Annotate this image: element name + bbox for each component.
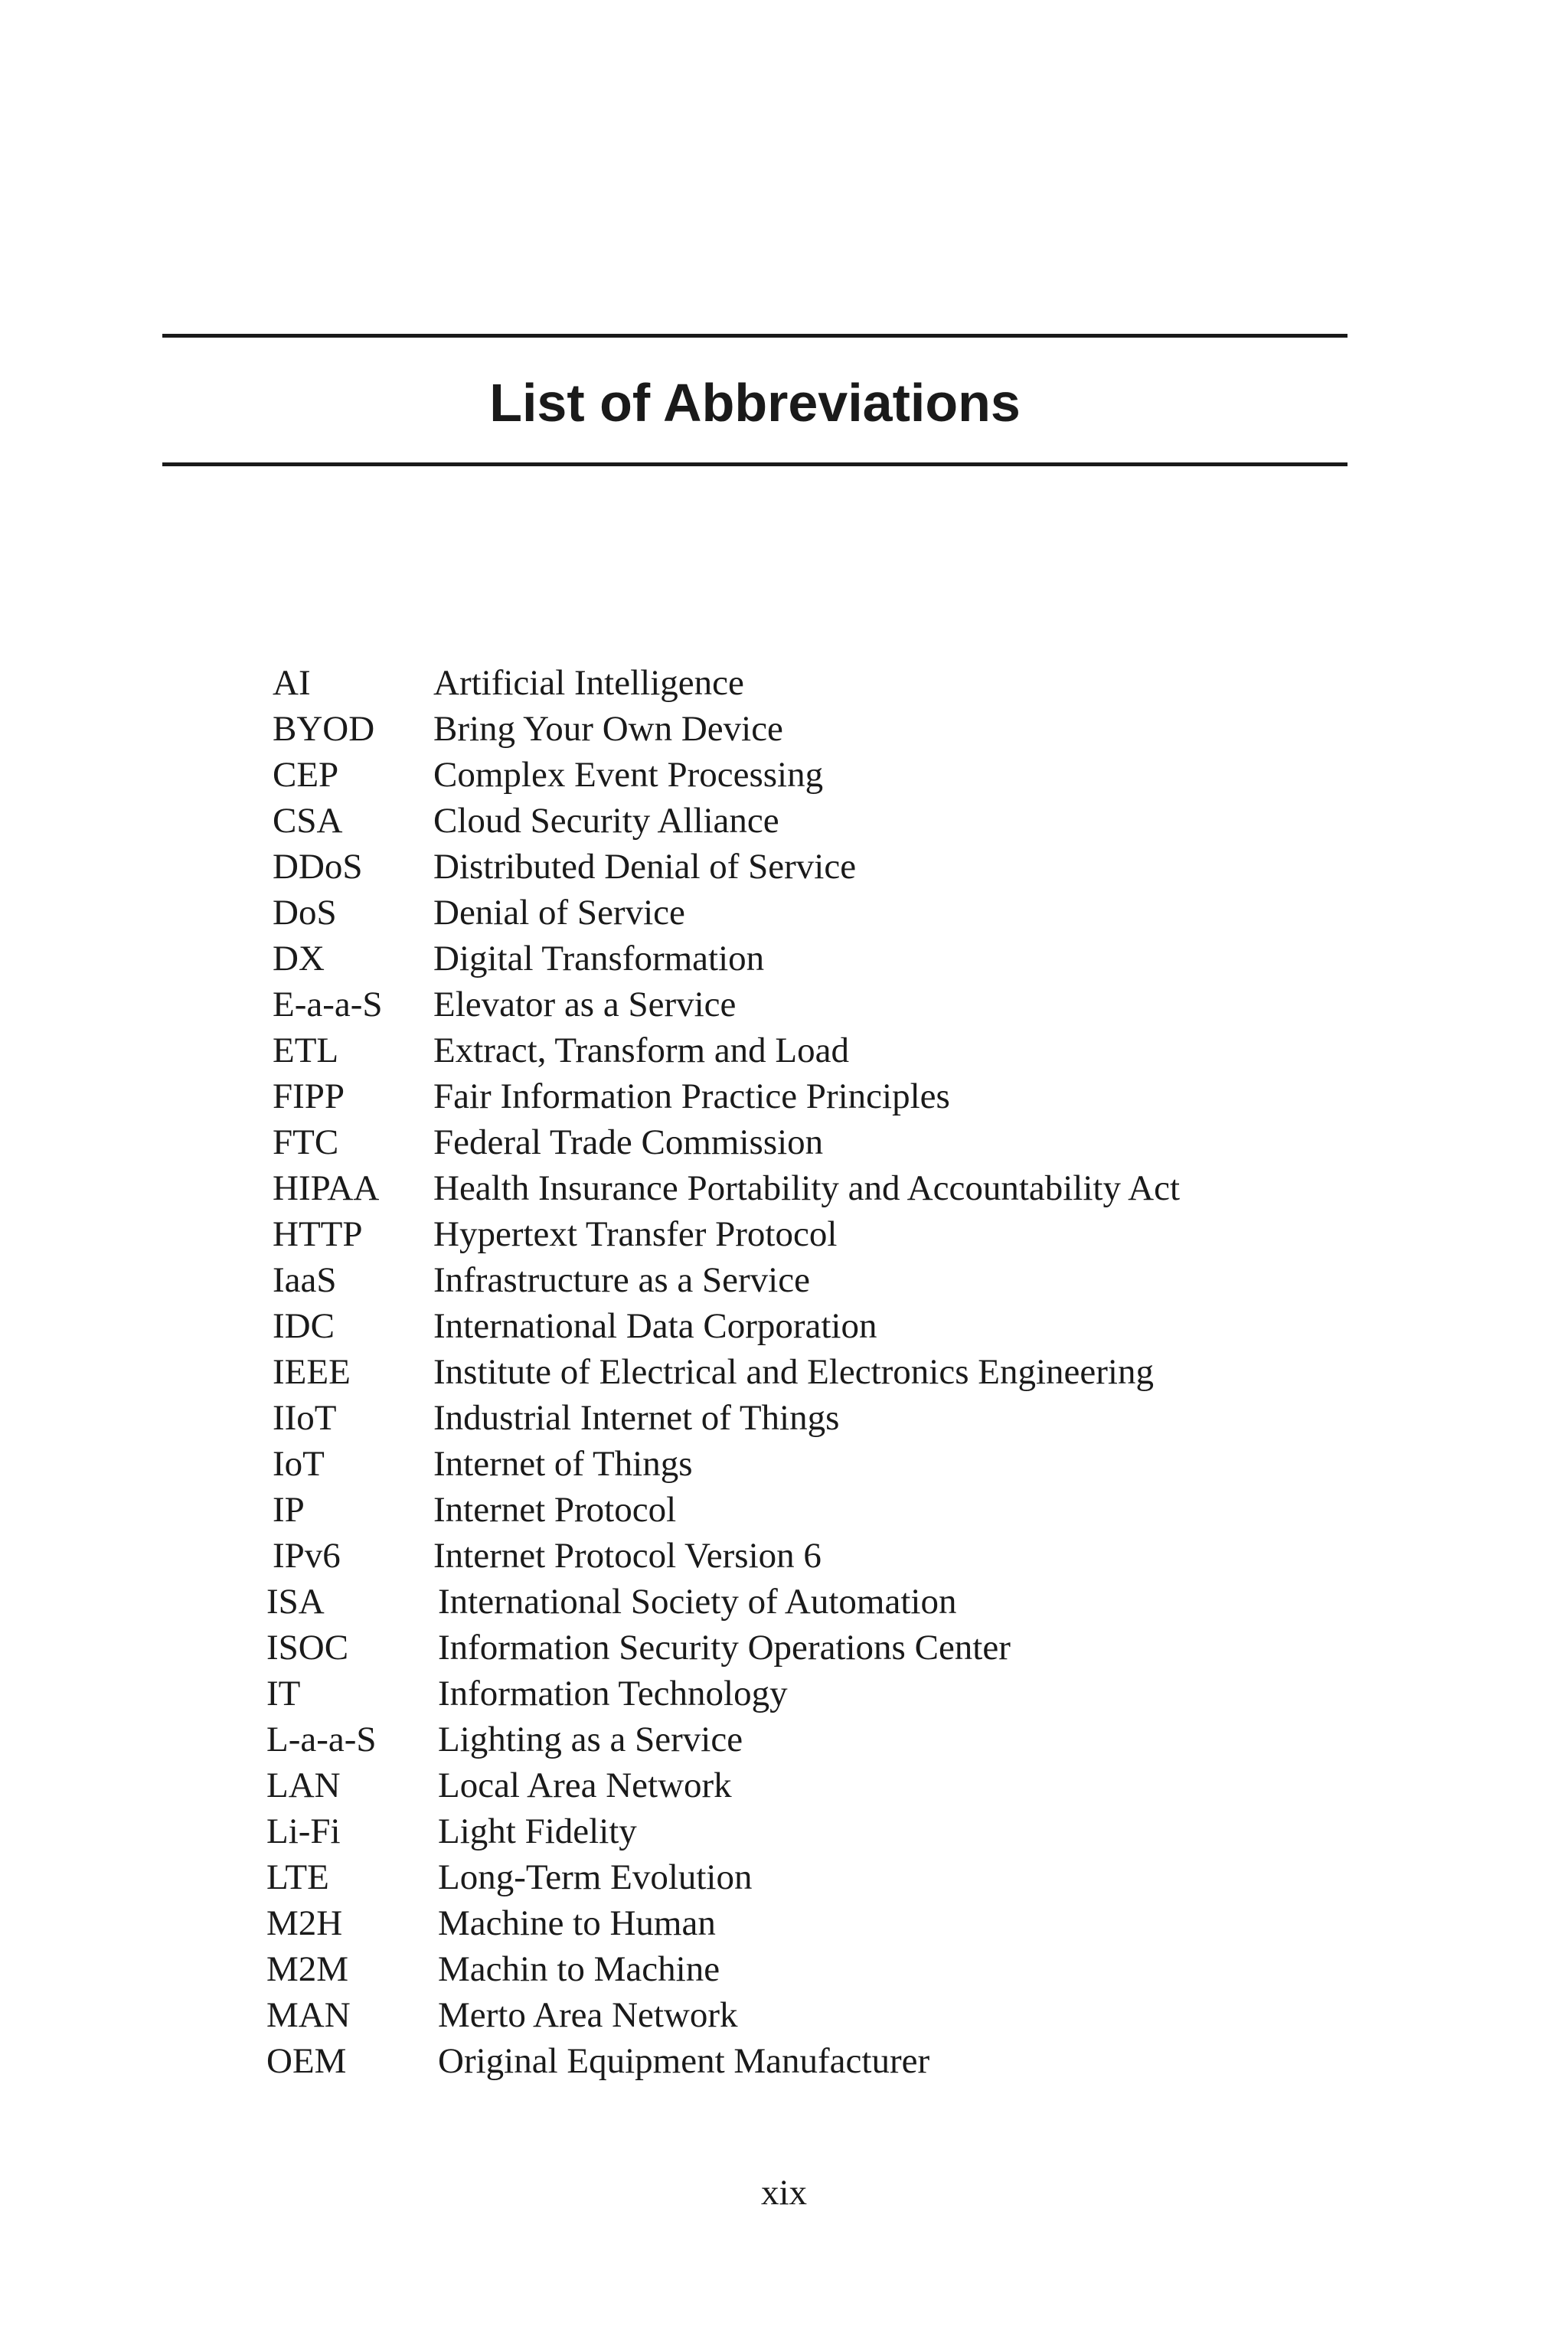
abbreviation-code: ISOC [266,1628,349,1668]
abbreviation-code: IDC [273,1306,335,1346]
abbreviation-row [0,936,1568,982]
abbreviation-definition: Elevator as a Service [433,985,737,1024]
title-rule-bottom [162,462,1348,466]
abbreviation-definition: Machine to Human [438,1903,716,1943]
abbreviation-code: Li-Fi [266,1811,341,1851]
abbreviation-definition: Information Security Operations Center [438,1628,1011,1668]
abbreviation-row [0,706,1568,752]
abbreviation-definition: Cloud Security Alliance [433,801,779,841]
abbreviation-definition: Hypertext Transfer Protocol [433,1214,838,1254]
abbreviation-row [0,1579,1568,1625]
abbreviation-definition: Digital Transformation [433,939,765,978]
abbreviation-row [0,1349,1568,1395]
abbreviation-row [0,1762,1568,1808]
abbreviation-row [0,1854,1568,1900]
abbreviation-code: ETL [273,1031,339,1070]
abbreviation-code: IT [266,1674,301,1713]
abbreviation-definition: Internet of Things [433,1444,693,1484]
abbreviation-definition: Fair Information Practice Principles [433,1076,950,1116]
abbreviation-row [0,1303,1568,1349]
abbreviation-row [0,2038,1568,2084]
abbreviation-code: HIPAA [273,1168,380,1208]
abbreviation-row [0,1900,1568,1946]
abbreviation-definition: Federal Trade Commission [433,1122,824,1162]
abbreviation-code: IIoT [273,1398,337,1438]
abbreviation-row [0,1717,1568,1762]
abbreviation-definition: Machin to Machine [438,1949,720,1989]
abbreviation-row [0,1211,1568,1257]
abbreviation-row [0,1395,1568,1441]
abbreviation-row [0,752,1568,798]
abbreviation-row [0,1487,1568,1533]
abbreviation-definition: Bring Your Own Device [433,709,783,749]
abbreviation-definition: Long-Term Evolution [438,1857,753,1897]
title-rule-top [162,334,1348,338]
abbreviation-row [0,1533,1568,1579]
abbreviation-code: IPv6 [273,1536,341,1576]
abbreviation-code: BYOD [273,709,375,749]
abbreviation-row [0,844,1568,890]
abbreviation-row [0,982,1568,1027]
abbreviation-code: IoT [273,1444,325,1484]
abbreviation-row [0,1027,1568,1073]
abbreviation-row [0,1992,1568,2038]
abbreviation-code: OEM [266,2041,347,2081]
abbreviation-definition: Lighting as a Service [438,1720,743,1759]
abbreviation-code: ISA [266,1582,325,1622]
abbreviation-code: MAN [266,1995,351,2035]
abbreviation-list [0,660,1568,2084]
abbreviation-definition: Denial of Service [433,893,685,933]
abbreviation-definition: Original Equipment Manufacturer [438,2041,930,2081]
abbreviation-definition: Internet Protocol Version 6 [433,1536,822,1576]
abbreviation-definition: Infrastructure as a Service [433,1260,810,1300]
abbreviation-definition: Light Fidelity [438,1811,637,1851]
abbreviation-definition: Industrial Internet of Things [433,1398,840,1438]
abbreviation-code: CSA [273,801,343,841]
abbreviation-code: L-a-a-S [266,1720,377,1759]
abbreviation-definition: Internet Protocol [433,1490,677,1530]
abbreviation-row [0,890,1568,936]
abbreviation-definition: Distributed Denial of Service [433,847,857,887]
abbreviation-row [0,1165,1568,1211]
abbreviation-code: DoS [273,893,337,933]
abbreviation-code: CEP [273,755,339,795]
abbreviation-row [0,1625,1568,1671]
abbreviation-row [0,1073,1568,1119]
abbreviation-row [0,1808,1568,1854]
abbreviation-row [0,1257,1568,1303]
abbreviation-code: FIPP [273,1076,345,1116]
abbreviation-code: IP [273,1490,305,1530]
abbreviation-code: FTC [273,1122,339,1162]
abbreviation-row [0,660,1568,706]
abbreviation-definition: Extract, Transform and Load [433,1031,850,1070]
abbreviation-code: AI [273,663,311,703]
abbreviation-definition: Local Area Network [438,1766,732,1805]
abbreviation-definition: International Society of Automation [438,1582,957,1622]
abbreviation-code: IEEE [273,1352,351,1392]
abbreviation-row [0,1441,1568,1487]
abbreviation-row [0,1671,1568,1717]
abbreviation-row [0,1119,1568,1165]
page-number: xix [760,2173,808,2213]
abbreviation-code: HTTP [273,1214,363,1254]
abbreviation-definition: Health Insurance Portability and Accountability Act [433,1168,1180,1208]
abbreviation-code: LTE [266,1857,329,1897]
abbreviation-code: E-a-a-S [273,985,383,1024]
abbreviation-row [0,798,1568,844]
abbreviation-definition: Institute of Electrical and Electronics Engineering [433,1352,1154,1392]
abbreviation-code: M2H [266,1903,343,1943]
abbreviation-code: DX [273,939,325,978]
abbreviation-code: DDoS [273,847,363,887]
abbreviation-definition: International Data Corporation [433,1306,877,1346]
abbreviation-code: LAN [266,1766,341,1805]
page-title: List of Abbreviations [489,373,1021,433]
abbreviation-definition: Complex Event Processing [433,755,824,795]
abbreviation-definition: Artificial Intelligence [433,663,744,703]
abbreviation-code: IaaS [273,1260,337,1300]
abbreviation-code: M2M [266,1949,349,1989]
abbreviation-definition: Merto Area Network [438,1995,738,2035]
abbreviation-definition: Information Technology [438,1674,788,1713]
abbreviation-row [0,1946,1568,1992]
